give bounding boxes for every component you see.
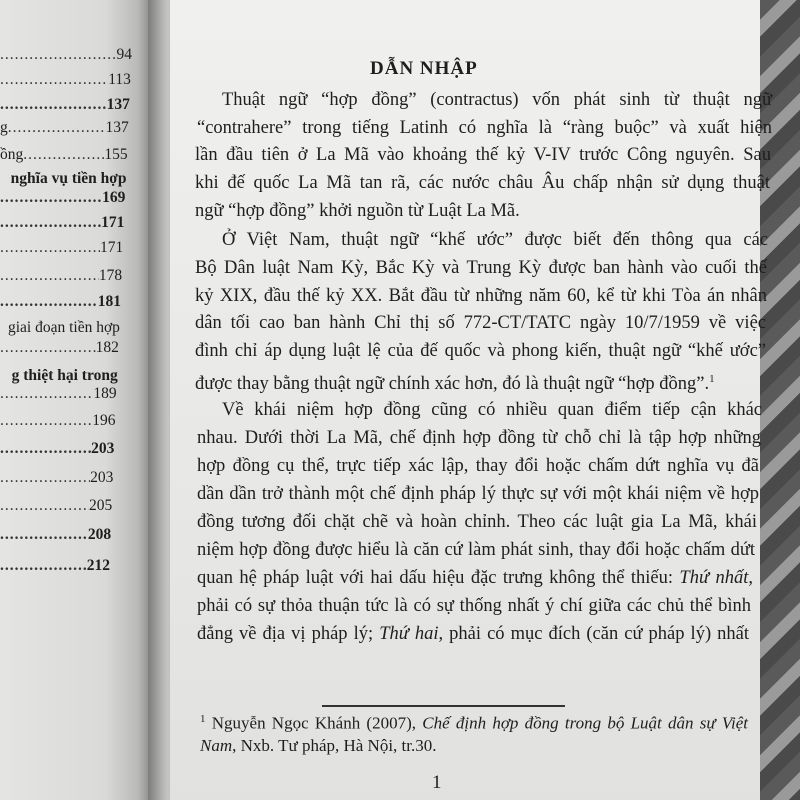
- toc-leader-dots: [0, 239, 100, 257]
- text-line: kỷ XIX, đầu thế kỷ XX. Bắt đầu từ những năm 60, kể từ khi Tòa án nhân: [195, 286, 767, 306]
- text-line: dân tối cao ban hành Chỉ thị số 772-CT/TATC ngày 10/7/1959 về việc: [195, 313, 766, 333]
- toc-entry: [0, 96, 130, 114]
- toc-entry: [0, 557, 110, 575]
- toc-entry: [0, 385, 117, 403]
- toc-leader-dots: [0, 557, 87, 575]
- text-segment: , phải có mục đích (căn cứ pháp lý) nhất: [438, 624, 750, 644]
- toc-leader-dots: [0, 96, 107, 114]
- text-line: đồng tương đối chặt chẽ và hoàn chỉnh. Theo các luật gia La Mã, khái: [197, 512, 757, 532]
- text-segment: đẳng về địa vị pháp lý;: [197, 624, 380, 644]
- toc-entry: [0, 189, 125, 207]
- text-line: khi đế quốc La Mã tan rã, các nước châu Âu chấp nhận sử dụng thuật: [195, 173, 770, 193]
- toc-leader-dots: [0, 293, 98, 311]
- text-line: niệm hợp đồng được hiểu là căn cứ làm phát sinh, thay đổi hoặc chấm dứt: [197, 540, 755, 560]
- toc-page-number: 205: [88, 497, 113, 514]
- toc-entry: [0, 46, 132, 64]
- chapter-title: DẪN NHẬP: [370, 58, 478, 79]
- toc-entry-title: nghĩa vụ tiền hợp: [10, 170, 127, 187]
- text-segment: , Nxb. Tư pháp, Hà Nội, tr.30.: [232, 736, 437, 755]
- text-line: nhau. Dưới thời La Mã, chế định hợp đồng từ chỗ chỉ là tập hợp những: [197, 428, 761, 448]
- toc-page-number: 171: [99, 239, 124, 256]
- toc-leader-dots: [0, 385, 93, 403]
- toc-page-number: 189: [93, 385, 117, 402]
- toc-entry: [0, 367, 118, 385]
- toc-entry: [0, 497, 112, 515]
- text-line: hợp đồng cụ thể, trực tiếp xác lập, thay đổi hoặc chấm dứt nghĩa vụ đã: [197, 456, 759, 476]
- toc-leader-dots: [0, 497, 89, 515]
- toc-entry: [0, 214, 124, 232]
- toc-leader-dots: [0, 189, 102, 207]
- text-line: ngữ “hợp đồng” khởi nguồn từ Luật La Mã.: [195, 201, 520, 221]
- toc-entry: [0, 71, 131, 89]
- toc-leader-dots: [0, 469, 90, 487]
- text-line: dần dần trở thành một chế định pháp lý thực sự với một khái niệm về hợp: [197, 484, 759, 504]
- toc-page-number: 94: [116, 46, 132, 63]
- toc-entry-title: g thiệt hại trong: [11, 367, 118, 384]
- text-segment: được thay bằng thuật ngữ chính xác hơn, đó là thuật ngữ “hợp đồng”.: [195, 374, 710, 395]
- toc-page-number: 212: [86, 557, 110, 574]
- toc-leader-dots: [0, 412, 92, 430]
- emphasis: Thứ nhất: [679, 568, 749, 588]
- toc-entry: [0, 526, 111, 544]
- footnote-divider: [322, 705, 565, 707]
- emphasis: Nam: [200, 736, 233, 755]
- toc-entry-title: giai đoạn tiền hợp: [7, 319, 120, 336]
- text-line: Bộ Dân luật Nam Kỳ, Bắc Kỳ và Trung Kỳ được ban hành vào cuối thế: [195, 258, 767, 278]
- toc-entry: [0, 339, 119, 357]
- toc-entry: [0, 146, 128, 164]
- text-line: “contrahere” trong tiếng Latinh có nghĩa là “ràng buộc” và xuất hiện: [197, 118, 772, 138]
- toc-leader-dots: [0, 526, 88, 544]
- footnote-line: [200, 708, 748, 735]
- toc-page-number: 155: [104, 146, 128, 163]
- toc-leader-dots: [0, 46, 117, 64]
- toc-leader-dots: [0, 267, 99, 285]
- left-page-toc: [0, 0, 150, 800]
- toc-page-number: 181: [97, 293, 121, 310]
- toc-entry: [0, 293, 121, 311]
- text-line: Về khái niệm hợp đồng cũng có nhiều quan điểm tiếp cận khác: [222, 400, 762, 420]
- toc-leader-dots: [23, 146, 104, 164]
- toc-entry: [0, 440, 114, 458]
- toc-page-number: 178: [98, 267, 123, 284]
- footnote-ref: 1: [709, 373, 715, 385]
- toc-leader-dots: [8, 119, 106, 137]
- toc-page-number: 137: [106, 96, 130, 113]
- text-segment: quan hệ pháp luật với hai dấu hiệu đặc trưng không thể thiếu:: [197, 568, 680, 588]
- toc-leader-dots: [0, 440, 91, 458]
- toc-page-number: 203: [91, 440, 115, 457]
- text-line: Thuật ngữ “hợp đồng” (contractus) vốn phát sinh từ thuật ngữ: [222, 90, 772, 110]
- toc-entry: [0, 239, 123, 257]
- emphasis: Thứ hai: [379, 624, 439, 644]
- toc-leader-dots: [0, 339, 96, 357]
- toc-entry: [0, 170, 127, 188]
- toc-page-number: 182: [95, 339, 119, 356]
- toc-entry-title: g: [0, 119, 8, 136]
- toc-entry: [0, 267, 122, 285]
- toc-page-number: 169: [102, 189, 126, 206]
- page-number: 1: [432, 772, 442, 793]
- text-line: phải có sự thỏa thuận tức là có sự thống nhất ý chí giữa các chủ thể bình: [197, 596, 751, 616]
- text-line: [197, 567, 753, 589]
- footnote-number: 1: [200, 713, 206, 725]
- toc-entry: [0, 412, 116, 430]
- text-segment: ,: [748, 568, 753, 588]
- toc-leader-dots: [0, 71, 108, 89]
- text-line: [197, 623, 749, 645]
- toc-entry: [0, 119, 129, 137]
- toc-page-number: 171: [101, 214, 125, 231]
- toc-page-number: 113: [108, 71, 131, 88]
- toc-entry: [0, 469, 113, 487]
- text-line: đình chỉ áp dụng luật lệ của đế quốc và phong kiến, thuật ngữ “khế ước”: [195, 341, 766, 361]
- text-line: [195, 368, 766, 395]
- footnote-line: [200, 735, 748, 757]
- toc-page-number: 208: [87, 526, 112, 543]
- toc-entry: [0, 319, 120, 337]
- text-line: lần đầu tiên ở La Mã vào khoảng thế kỷ V-IV trước Công nguyên. Sau: [195, 145, 771, 165]
- toc-leader-dots: [0, 214, 101, 232]
- toc-page-number: 137: [105, 119, 129, 136]
- text-line: Ở Việt Nam, thuật ngữ “khế ước” được biết đến thông qua các: [222, 230, 768, 250]
- text-segment: Nguyễn Ngọc Khánh (2007),: [205, 713, 423, 733]
- toc-entry-title: ồng: [0, 146, 24, 163]
- toc-page-number: 203: [90, 469, 114, 486]
- emphasis: Chế định hợp đồng trong bộ Luật dân sự Việt: [422, 713, 748, 733]
- toc-page-number: 196: [92, 412, 116, 429]
